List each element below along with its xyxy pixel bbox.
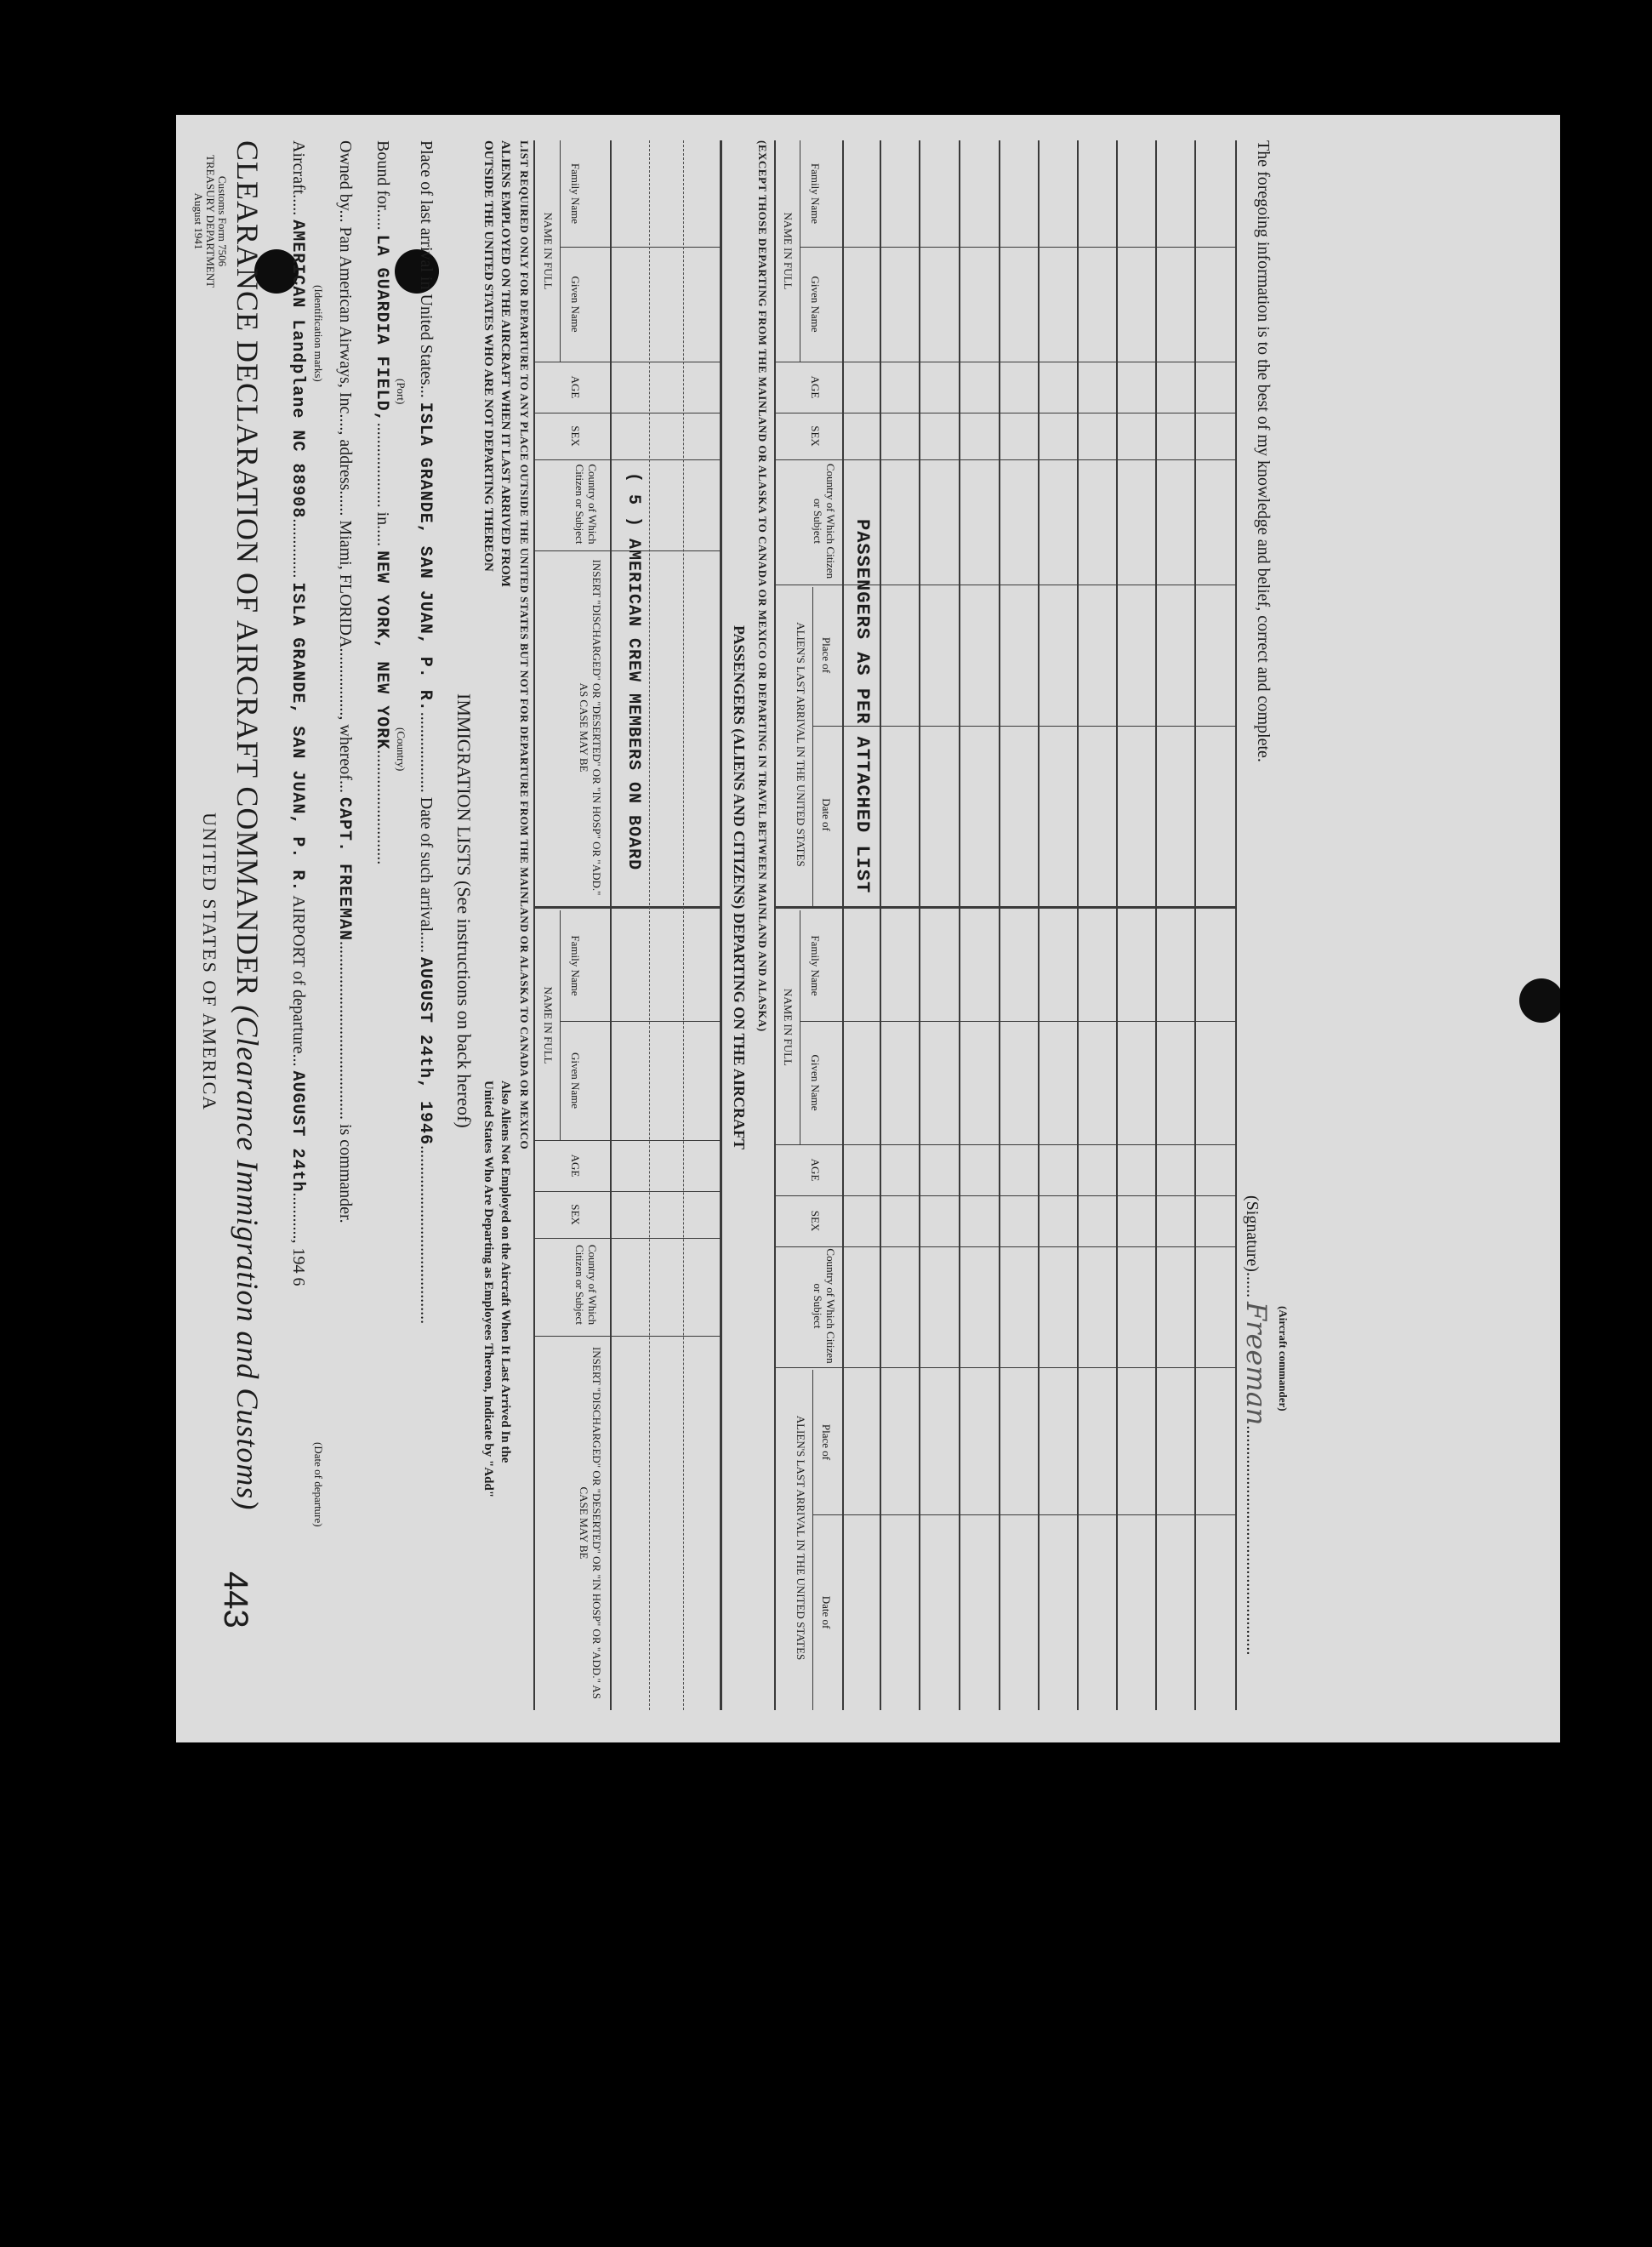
table1-header-border — [610, 140, 612, 1710]
table2-header-border — [842, 140, 844, 1710]
rotated-form-sheet — [176, 115, 1560, 1742]
also-aliens-heading — [480, 1081, 514, 1497]
form-id — [192, 140, 228, 302]
t1r-insert: INSERT "DISCHARGED" OR "DESERTED" OR "IN HOSP" OR "ADD." AS CASE MAY BE — [578, 1346, 603, 1700]
foregoing-statement: The foregoing information is to the best of my knowledge and belief, correct and complete. — [1254, 140, 1273, 762]
also-aliens-line1: Also Aliens Not Employed on the Aircraft When It Last Arrived In the — [498, 1081, 512, 1463]
departure-date-value: AUGUST 24th — [288, 1070, 307, 1193]
t2-last-arrival: ALIEN'S LAST ARRIVAL IN THE UNITED STATES — [795, 622, 807, 867]
document-page — [176, 115, 1560, 1742]
table2-top-border — [774, 140, 776, 1710]
t2-arrival-sub-border — [812, 587, 813, 906]
t2-sex: SEX — [809, 425, 822, 447]
t1-col-line — [535, 1191, 720, 1192]
t2-col-line — [776, 1367, 1237, 1368]
t2-col-line — [813, 726, 1237, 727]
departure-year: 194 6 — [289, 1247, 308, 1286]
t2-col-line — [776, 1246, 1237, 1247]
t1-col-line — [561, 247, 720, 248]
t2r-country: Country of Which Citizen or Subject — [812, 1248, 837, 1364]
departure-date-caption: (Date of departure) — [312, 1442, 325, 1527]
immigration-heading: IMMIGRATION LISTS (See instructions on back hereof) — [453, 693, 475, 1128]
form-id-line2: TREASURY DEPARTMENT — [204, 154, 217, 288]
country-value: NEW YORK, NEW YORK — [372, 550, 391, 750]
t2-col-line — [800, 247, 1237, 248]
aliens-employed-line1: ALIENS EMPLOYED ON THE AIRCRAFT WHEN IT LAST ARRIVED FROM — [498, 140, 512, 587]
t1-country: Country of Which Citizen or Subject — [573, 464, 599, 545]
t2r-arrival-sub-border — [812, 1370, 813, 1710]
passengers-except: (EXCEPT THOSE DEPARTING FROM THE MAINLAND OR ALASKA TO CANADA OR MEXICO OR DEPARTING IN TRAVEL BETWEEN MAINLAND AND ALASKA) — [756, 140, 769, 1032]
aliens-employed-line2: OUTSIDE THE UNITED STATES WHO ARE NOT DEPARTING THEREON — [481, 140, 495, 572]
t2-row-rule — [1235, 140, 1237, 1710]
form-id-line1: Customs Form 7506 — [216, 175, 229, 267]
agency-heading: UNITED STATES OF AMERICA — [199, 813, 220, 1112]
t2-col-line — [776, 459, 1237, 460]
whereof-label: whereof — [336, 724, 355, 780]
commander-value: CAPT. FREEMAN — [334, 796, 354, 941]
t2-col-line — [776, 1195, 1237, 1196]
last-arrival-value: ISLA GRANDE, SAN JUAN, P. R. — [415, 402, 435, 712]
departure-airport-label: AIRPORT of departure — [289, 895, 308, 1054]
t2-place-of: Place of — [820, 636, 833, 674]
t1-age: AGE — [569, 375, 582, 399]
owner-label: Owned by — [336, 140, 355, 210]
t2r-place-of: Place of — [820, 1423, 833, 1461]
signature-row: (Signature)...... Freeman...................................................... — [1240, 1195, 1273, 1656]
t2r-last-arrival: ALIEN'S LAST ARRIVAL IN THE UNITED STATES — [795, 1415, 807, 1661]
t1-row-rule — [649, 140, 650, 1710]
t2-row-rule — [1155, 140, 1157, 1710]
last-arrival-row: Place of last arrival in United States... ISLA GRANDE, SAN JUAN, P. R.................... Date of such arrival..... AUGUST 24th, 1946.......................................... — [415, 140, 436, 1325]
t2-family-name: Family Name — [809, 163, 822, 225]
t1-given-name: Given Name — [569, 276, 582, 333]
t2-row-rule — [959, 140, 960, 1710]
table1-split — [535, 906, 720, 909]
t1r-name-in-full: NAME IN FULL — [542, 986, 555, 1064]
departure-airport-value: ISLA GRANDE, SAN JUAN, P. R. — [288, 582, 307, 893]
t1-col-line — [535, 459, 720, 460]
t1r-sex: SEX — [569, 1204, 582, 1225]
t1-row-rule — [683, 140, 684, 1710]
owner-value: Pan American Airways, Inc. — [336, 226, 355, 419]
title-main: CLEARANCE DECLARATION OF AIRCRAFT COMMANDER — [231, 140, 265, 997]
bound-label: Bound for — [373, 140, 392, 209]
t2-name-in-full: NAME IN FULL — [782, 212, 795, 290]
t1-insert: INSERT "DISCHARGED" OR "DESERTED" OR "IN HOSP" OR "ADD." AS CASE MAY BE — [578, 559, 603, 896]
t2-row-rule — [1194, 140, 1196, 1710]
address-value: Miami, FLORIDA — [336, 520, 355, 648]
aircraft-value: AMERICAN Landplane NC 88908 — [288, 220, 307, 519]
identification-caption: (Identification marks) — [312, 285, 325, 382]
t1-col-line — [535, 1238, 720, 1239]
t1-family-name: Family Name — [569, 163, 582, 225]
t2-col-line — [776, 1144, 1237, 1145]
bound-row: Bound for..... LA GUARDIA FIELD,.................... in..... NEW YORK, NEW YORK........................... — [372, 140, 392, 865]
in-label: in — [373, 511, 392, 526]
t2-row-rule — [919, 140, 920, 1710]
arrival-date-value: AUGUST 24th, 1946 — [415, 957, 435, 1146]
t2r-given-name: Given Name — [809, 1054, 822, 1111]
signature-label: (Signature) — [1243, 1195, 1262, 1272]
t2r-name-in-full: NAME IN FULL — [782, 989, 795, 1066]
address-label: address — [336, 439, 355, 491]
t2-age: AGE — [809, 375, 822, 399]
t2-col-line — [800, 1021, 1237, 1022]
t1r-family-name: Family Name — [569, 935, 582, 996]
t1-col-line — [535, 1140, 720, 1141]
t2-row-rule — [1077, 140, 1079, 1710]
also-aliens-line2: United States Who Are Departing as Employees Thereon, Indicate by "Add" — [481, 1081, 495, 1498]
table2-split — [776, 906, 1237, 909]
t2r-family-name: Family Name — [809, 935, 822, 996]
t1-col-line — [561, 1021, 720, 1022]
t2-col-line — [813, 1514, 1237, 1515]
commander-label: is commander. — [336, 1123, 355, 1223]
owner-row: Owned by... Pan American Airways, Inc...., address...... Miami, FLORIDA................, whereof... CAPT. FREEMAN.......................................... is commander. — [334, 140, 355, 1223]
signature-value: Freeman — [1240, 1301, 1273, 1426]
crew-note: ( 5 ) AMERICAN CREW MEMBERS ON BOARD — [624, 472, 643, 871]
t2-row-rule — [880, 140, 881, 1710]
table1-bottom-border — [720, 140, 722, 1710]
t1-name-in-full: NAME IN FULL — [542, 212, 555, 290]
page-number: 443 — [217, 1571, 254, 1628]
country-caption: (Country) — [395, 727, 407, 772]
t2-country: Country of Which Citizen or Subject — [812, 463, 837, 579]
passengers-heading: PASSENGERS (ALIENS AND CITIZENS) DEPARTING ON THE AIRCRAFT — [731, 625, 748, 1149]
list-required-note: LIST REQUIRED ONLY FOR DEPARTURE TO ANY PLACE OUTSIDE THE UNITED STATES BUT NOT FOR DEPARTURE FROM THE MAINLAND OR ALASKA TO CANADA OR MEXICO — [518, 140, 531, 1150]
t1r-country: Country of Which Citizen or Subject — [573, 1244, 599, 1326]
aircraft-row: Aircraft..... AMERICAN Landplane NC 88908.............. ISLA GRANDE, SAN JUAN, P. R. AIRPORT of departure... AUGUST 24th..........., 194 6 — [288, 140, 308, 1286]
aliens-employed-heading — [480, 140, 514, 587]
t1r-age: AGE — [569, 1154, 582, 1178]
t2-row-rule — [1116, 140, 1118, 1710]
passengers-note: PASSENGERS AS PER ATTACHED LIST — [852, 519, 873, 894]
port-caption: (Port) — [395, 379, 407, 405]
arrival-date-label: Date of such arrival — [417, 796, 436, 932]
t2-given-name: Given Name — [809, 276, 822, 333]
t1r-given-name: Given Name — [569, 1052, 582, 1109]
t2-row-rule — [1038, 140, 1040, 1710]
aircraft-label: Aircraft — [289, 140, 308, 195]
t2r-age: AGE — [809, 1158, 822, 1182]
form-id-line3: August 1941 — [192, 192, 205, 250]
t1-sex: SEX — [569, 425, 582, 447]
t2-date-of: Date of — [820, 798, 833, 831]
t1-name-sub-border — [560, 140, 561, 362]
table1-top-border — [533, 140, 535, 1710]
last-arrival-label: Place of last arrival in United States — [417, 140, 436, 385]
title-sub: (Clearance Immigration and Customs) — [231, 1005, 265, 1511]
punch-hole — [1519, 978, 1560, 1023]
port-value: LA GUARDIA FIELD, — [372, 234, 391, 423]
t2r-date-of: Date of — [820, 1595, 833, 1629]
page-title — [230, 140, 265, 1510]
t1r-name-sub-border — [560, 910, 561, 1140]
t2-row-rule — [999, 140, 1000, 1710]
t1-col-line — [535, 1336, 720, 1337]
t2r-sex: SEX — [809, 1210, 822, 1232]
signature-caption: (Aircraft commander) — [1277, 1306, 1290, 1412]
